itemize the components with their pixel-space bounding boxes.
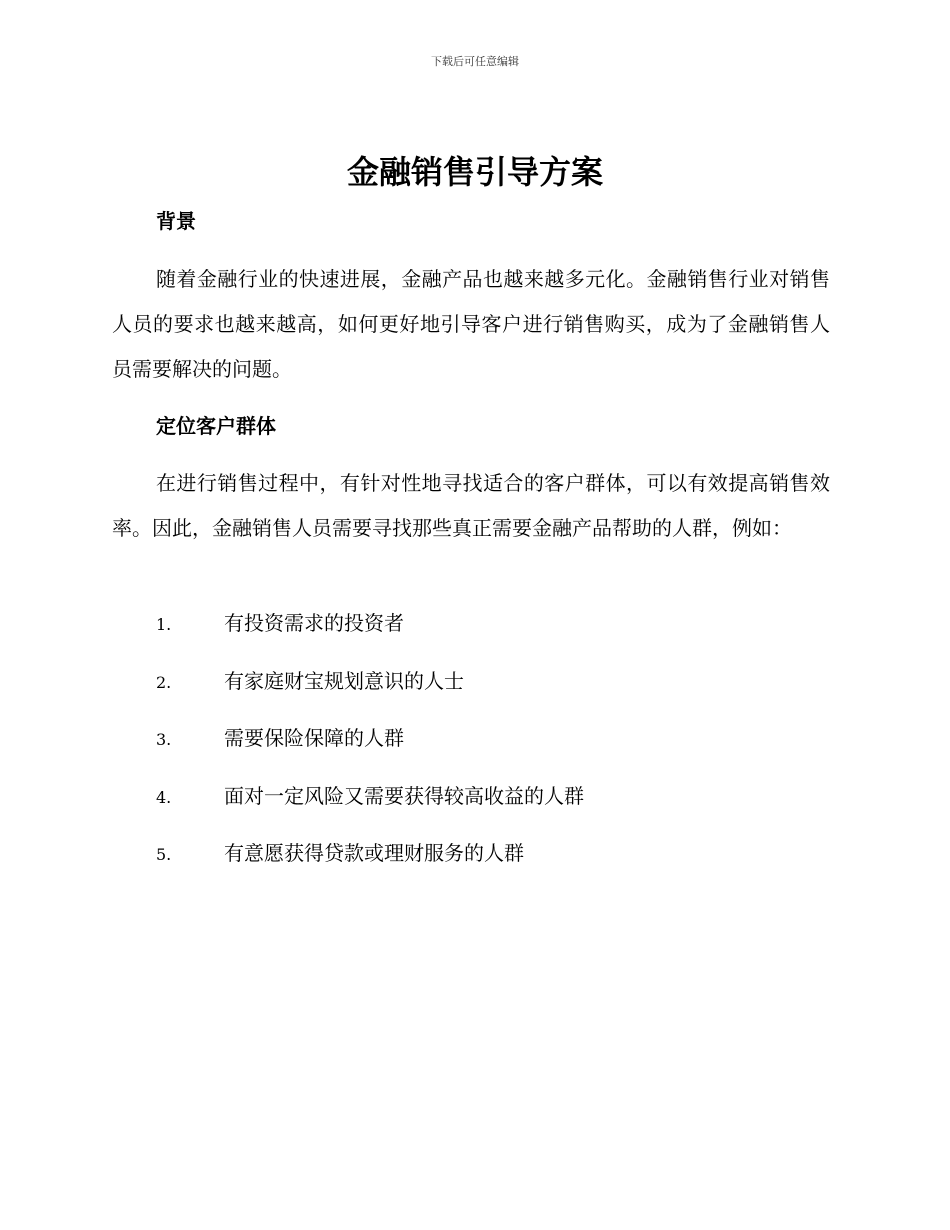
list-item-number: 2. (156, 672, 172, 692)
list-item-number: 3. (156, 730, 172, 749)
paragraph-background: 随着金融行业的快速进展，金融产品也越来越多元化。金融销售行业对销售人员的要求也越来越高，如何更好地引导客户进行销售购买，成为了金融销售人员需要解决的问题。 (112, 267, 830, 381)
list-item (156, 667, 836, 725)
list-item (156, 609, 836, 667)
list-item-text: 有意愿获得贷款或理财服务的人群 (224, 841, 524, 865)
list-item-text: 面对一定风险又需要获得较高收益的人群 (224, 783, 584, 808)
list-item-text: 需要保险保障的人群 (224, 726, 404, 750)
list-item (156, 839, 836, 897)
section-heading-background: 背景 (156, 209, 196, 233)
list-item-text: 有投资需求的投资者 (224, 611, 404, 635)
list-item (156, 782, 836, 840)
document-title: 金融销售引导方案 (346, 153, 603, 191)
section-heading-target-customers: 定位客户群体 (156, 414, 276, 438)
list-item-number: 1. (156, 615, 172, 634)
list-item-number: 5. (156, 845, 172, 864)
list-item-text: 有家庭财宝规划意识的人士 (224, 668, 464, 693)
customer-group-list (156, 609, 836, 897)
paragraph-target-customers: 在进行销售过程中，有针对性地寻找适合的客户群体，可以有效提高销售效率。因此，金融销售人员需要寻找那些真正需要金融产品帮助的人群，例如： (112, 471, 830, 540)
list-item (156, 724, 836, 782)
page-header-note: 下载后可任意编辑 (431, 55, 519, 68)
list-item-number: 4. (156, 787, 172, 807)
